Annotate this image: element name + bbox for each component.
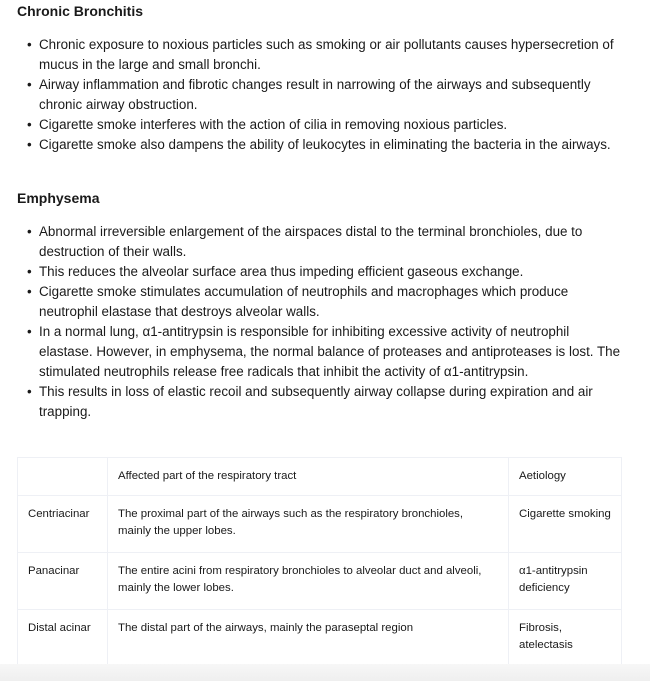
- emphysema-types-table: [17, 457, 622, 667]
- table-cell: Fibrosis, atelectasis: [509, 610, 622, 667]
- table-cell: Centriacinar: [18, 496, 108, 553]
- table-header-cell: [18, 458, 108, 496]
- list-item: • In a normal lung, α1-antitrypsin is responsible for inhibiting excessive activity of neutrophil elastase. However, in emphysema, the normal balance of proteases and antiproteases is lost. The stimulated neutrophils release free radicals that inhibit the activity of α1-antitrypsin.: [27, 322, 623, 382]
- table-row: [18, 610, 622, 667]
- list-item: • Cigarette smoke stimulates accumulation of neutrophils and macrophages which produce neutrophil elastase that destroys alveolar walls.: [27, 282, 623, 322]
- page-footer-shade: [0, 664, 650, 681]
- list-item: • Cigarette smoke interferes with the action of cilia in removing noxious particles.: [27, 115, 623, 135]
- table-cell: Distal acinar: [18, 610, 108, 667]
- table-row: [18, 553, 622, 610]
- bronchitis-list: [27, 35, 623, 155]
- list-item: • Cigarette smoke also dampens the ability of leukocytes in eliminating the bacteria in the airways.: [27, 135, 623, 155]
- table-row: [18, 496, 622, 553]
- list-item: • Airway inflammation and fibrotic changes result in narrowing of the airways and subsequently chronic airway obstruction.: [27, 75, 623, 115]
- table-header-cell: Affected part of the respiratory tract: [108, 458, 509, 496]
- section-heading-chronic-bronchitis: Chronic Bronchitis: [17, 3, 144, 19]
- table-cell: The entire acini from respiratory bronchioles to alveolar duct and alveoli, mainly the lower lobes.: [108, 553, 509, 610]
- list-item: • This reduces the alveolar surface area thus impeding efficient gaseous exchange.: [27, 262, 623, 282]
- section-heading-emphysema: Emphysema: [17, 190, 100, 206]
- table-cell: α1-antitrypsin deficiency: [509, 553, 622, 610]
- table-cell: The proximal part of the airways such as the respiratory bronchioles, mainly the upper lobes.: [108, 496, 509, 553]
- table-header-cell: Aetiology: [509, 458, 622, 496]
- table-header-row: [18, 458, 622, 496]
- list-item: • Chronic exposure to noxious particles such as smoking or air pollutants causes hypersecretion of mucus in the large and small bronchi.: [27, 35, 623, 75]
- list-item: • This results in loss of elastic recoil and subsequently airway collapse during expiration and air trapping.: [27, 382, 623, 422]
- table-cell: Panacinar: [18, 553, 108, 610]
- table-cell: The distal part of the airways, mainly the paraseptal region: [108, 610, 509, 667]
- table-cell: Cigarette smoking: [509, 496, 622, 553]
- list-item: • Abnormal irreversible enlargement of the airspaces distal to the terminal bronchioles, due to destruction of their walls.: [27, 222, 623, 262]
- emphysema-list: [27, 222, 623, 422]
